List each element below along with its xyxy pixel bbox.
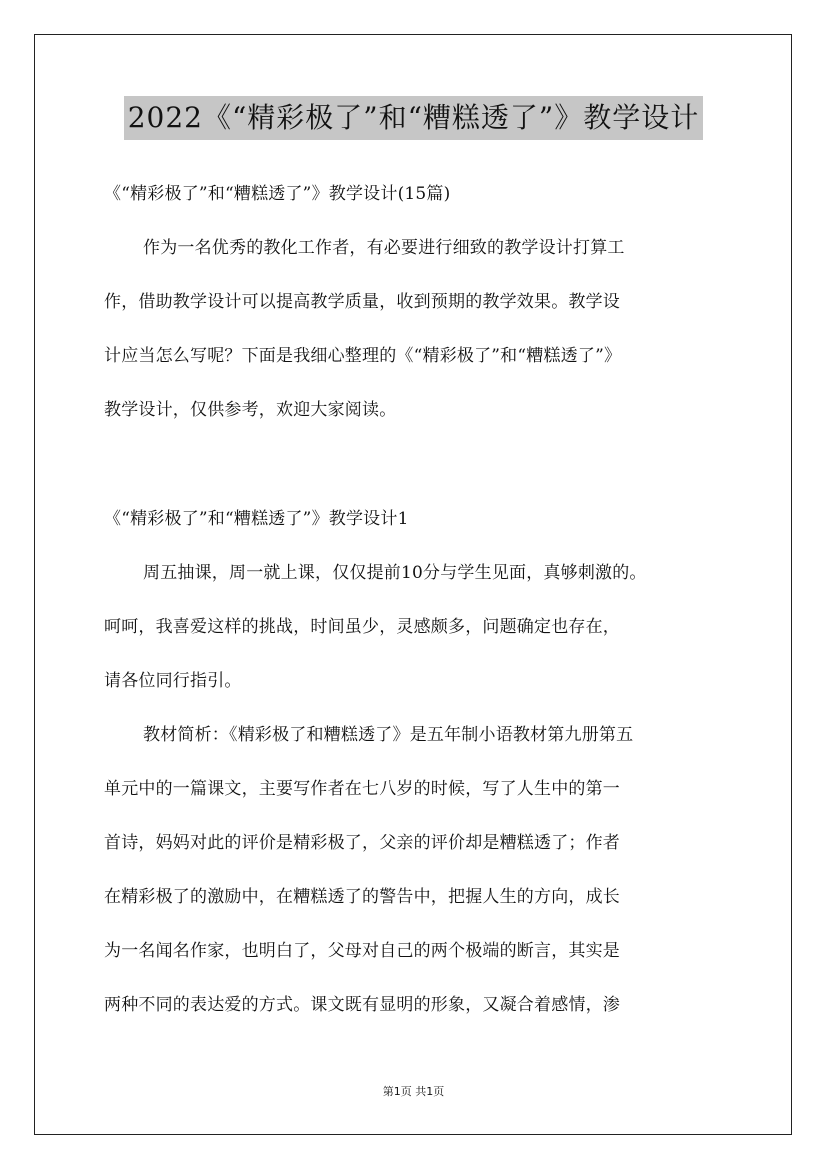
paragraph-line: 在精彩极了的激励中，在糟糕透了的警告中，把握人生的方向，成长 [104,887,620,907]
intro-line: 教学设计，仅供参考，欢迎大家阅读。 [104,400,397,420]
paragraph-line: 首诗，妈妈对此的评价是精彩极了，父亲的评价却是糟糕透了；作者 [104,833,620,853]
page-number-footer: 第1页 共1页 [382,1085,445,1098]
document-title: 2022《“精彩极了”和“糟糕透了”》教学设计 [124,96,704,140]
document-subtitle: 《“精彩极了”和“糟糕透了”》教学设计(15篇) [104,184,451,204]
paragraph-line: 请各位同行指引。 [104,671,242,691]
intro-line: 作为一名优秀的教化工作者，有必要进行细致的教学设计打算工 [143,238,625,258]
paragraph-line: 两种不同的表达爱的方式。课文既有显明的形象，又凝合着感情，渗 [104,995,620,1015]
paragraph-line: 周五抽课，周一就上课，仅仅提前10分与学生见面，真够刺激的。 [143,563,647,583]
title-container [0,96,827,140]
paragraph-line: 为一名闻名作家，也明白了，父母对自己的两个极端的断言，其实是 [104,941,620,961]
paragraph-line: 呵呵，我喜爱这样的挑战，时间虽少，灵感颇多，问题确定也存在， [104,617,620,637]
intro-line: 作，借助教学设计可以提高教学质量，收到预期的教学效果。教学设 [104,292,620,312]
section-heading: 《“精彩极了”和“糟糕透了”》教学设计1 [104,509,409,529]
paragraph-line: 教材简析：《精彩极了和糟糕透了》是五年制小语教材第九册第五 [143,725,634,745]
intro-line: 计应当怎么写呢？下面是我细心整理的《“精彩极了”和“糟糕透了”》 [104,346,622,366]
paragraph-line: 单元中的一篇课文，主要写作者在七八岁的时候，写了人生中的第一 [104,779,620,799]
